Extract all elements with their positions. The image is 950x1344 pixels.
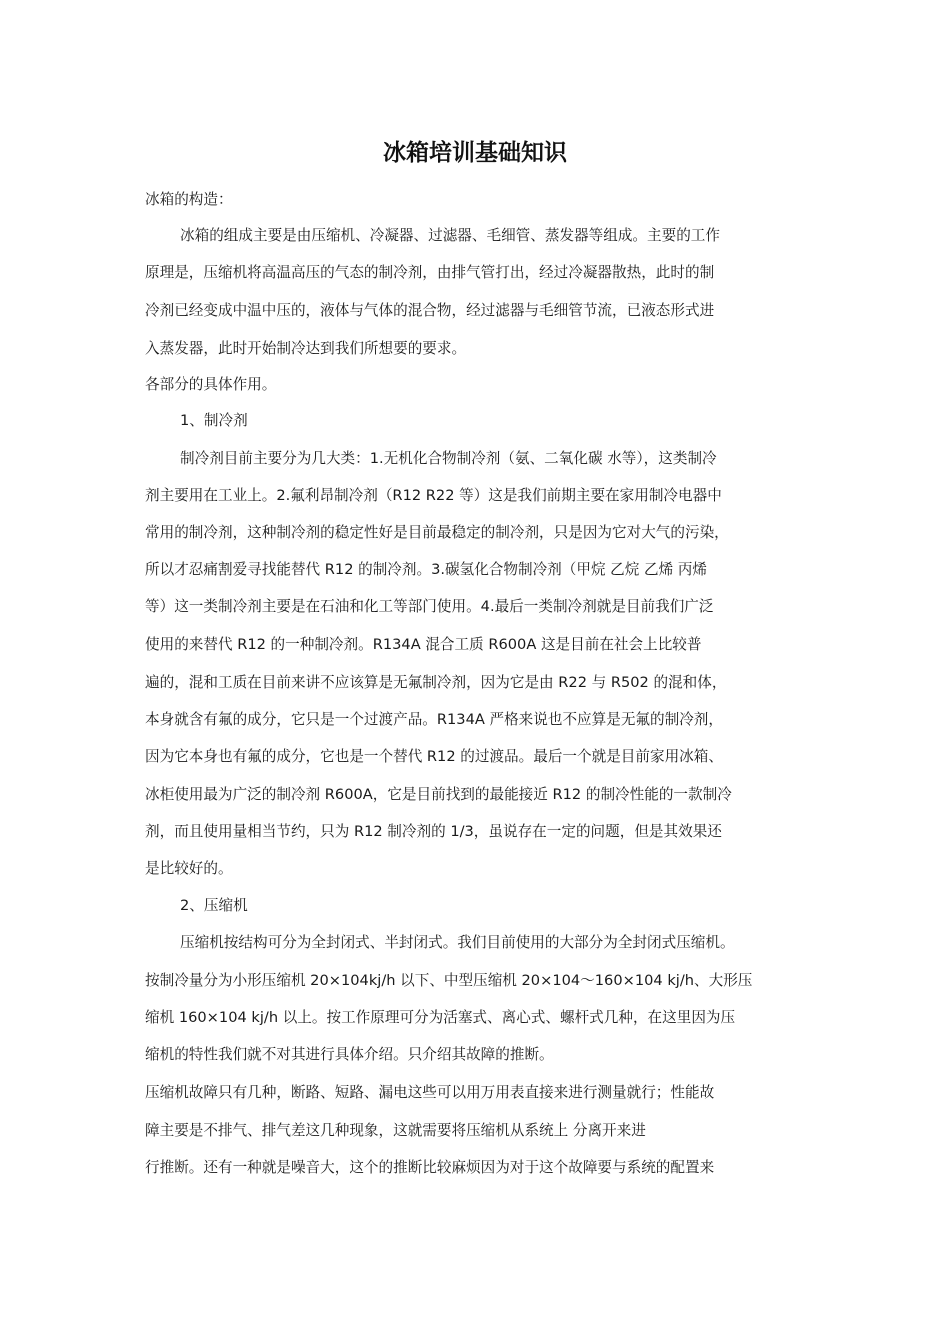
- text-line: 原理是，压缩机将高温高压的气态的制冷剂，由排气管打出，经过冷凝器散热，此时的制: [145, 264, 715, 281]
- document-title: 冰箱培训基础知识: [383, 140, 567, 166]
- text-line: 冰箱的构造：: [145, 191, 233, 208]
- text-line: 遍的，混和工质在目前来讲不应该算是无氟制冷剂，因为它是由 R22 与 R502 的混和体，: [145, 674, 727, 691]
- text-line: 各部分的具体作用。: [145, 376, 277, 393]
- text-line: 使用的来替代 R12 的一种制冷剂。R134A 混合工质 R600A 这是目前在社会上比较普: [145, 636, 702, 653]
- text-line: 障主要是不排气、排气差这几种现象，这就需要将压缩机从系统上 分离开来进: [145, 1122, 646, 1139]
- text-line: 本身就含有氟的成分，它只是一个过渡产品。R134A 严格来说也不应算是无氟的制冷剂，: [145, 711, 723, 728]
- text-line: 所以才忍痛割爱寻找能替代 R12 的制冷剂。3.碳氢化合物制冷剂（甲烷 乙烷 乙烯 丙烯: [145, 561, 708, 578]
- text-line: 缩机 160×104 kj/h 以上。按工作原理可分为活塞式、离心式、螺杆式几种，在这里因为压: [145, 1009, 736, 1026]
- section-heading: 1、制冷剂: [180, 412, 248, 429]
- text-line: 入蒸发器，此时开始制冷达到我们所想要的要求。: [145, 340, 467, 357]
- text-line: 等）这一类制冷剂主要是在石油和化工等部门使用。4.最后一类制冷剂就是目前我们广泛: [145, 598, 714, 615]
- text-line: 压缩机按结构可分为全封闭式、半封闭式。我们目前使用的大部分为全封闭式压缩机。: [180, 934, 735, 951]
- text-line: 冷剂已经变成中温中压的，液体与气体的混合物，经过滤器与毛细管节流，已液态形式进: [145, 302, 715, 319]
- text-line: 制冷剂目前主要分为几大类：1.无机化合物制冷剂（氨、二氧化碳 水等），这类制冷: [180, 450, 717, 467]
- text-line: 缩机的特性我们就不对其进行具体介绍。只介绍其故障的推断。: [145, 1046, 554, 1063]
- text-line: 行推断。还有一种就是噪音大，这个的推断比较麻烦因为对于这个故障要与系统的配置来: [145, 1159, 715, 1176]
- text-line: 常用的制冷剂，这种制冷剂的稳定性好是目前最稳定的制冷剂，只是因为它对大气的污染，: [145, 524, 729, 541]
- text-line: 冰柜使用最为广泛的制冷剂 R600A，它是目前找到的最能接近 R12 的制冷性能的一款制冷: [145, 786, 732, 803]
- text-line: 剂主要用在工业上。2.氟利昂制冷剂（R12 R22 等）这是我们前期主要在家用制冷电器中: [145, 487, 722, 504]
- text-line: 冰箱的组成主要是由压缩机、冷凝器、过滤器、毛细管、蒸发器等组成。主要的工作: [180, 227, 720, 244]
- text-line: 剂，而且使用量相当节约，只为 R12 制冷剂的 1/3，虽说存在一定的问题，但是其效果还: [145, 823, 722, 840]
- text-line: 因为它本身也有氟的成分，它也是一个替代 R12 的过渡品。最后一个就是目前家用冰箱、: [145, 748, 723, 765]
- section-heading: 2、压缩机: [180, 897, 248, 914]
- text-line: 是比较好的。: [145, 860, 233, 877]
- text-line: 按制冷量分为小形压缩机 20×104kj/h 以下、中型压缩机 20×104～160×104 kj/h、大形压: [145, 972, 753, 989]
- text-line: 压缩机故障只有几种，断路、短路、漏电这些可以用万用表直接来进行测量就行；性能故: [145, 1084, 715, 1101]
